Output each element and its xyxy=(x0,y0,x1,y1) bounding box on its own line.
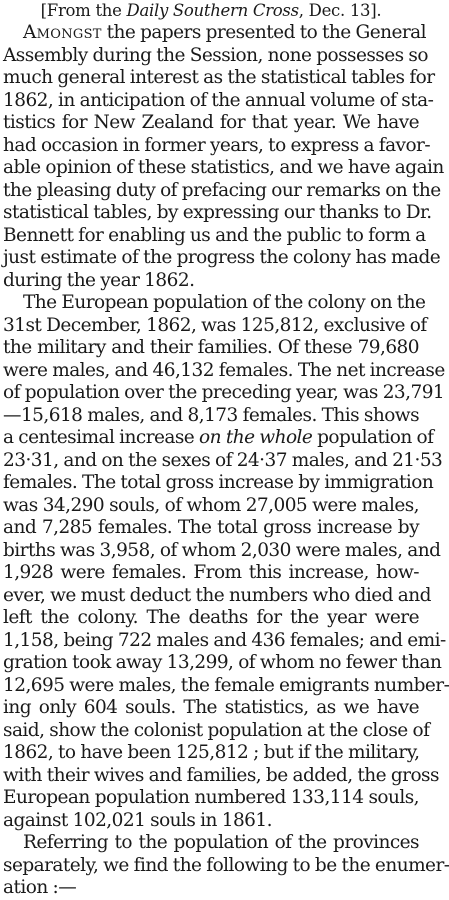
source-open: [From the xyxy=(40,1,127,20)
text-line: separately, we find the following to be the enumer- xyxy=(3,854,449,876)
text-run: population of xyxy=(312,427,434,448)
text-line: tistics for New Zealand for that year. We have xyxy=(3,112,419,133)
text-line xyxy=(3,427,434,450)
paragraph-1 xyxy=(3,22,444,292)
text-run: the papers presented to the General xyxy=(101,22,427,43)
text-line: were males, and 46,132 females. The net increase xyxy=(3,359,445,381)
lead-word: Amongst xyxy=(23,22,102,43)
text-line xyxy=(3,22,427,45)
text-line: statistical tables, by expressing our thanks to Dr. xyxy=(3,202,432,223)
text-line: females. The total gross increase by immigration xyxy=(3,472,434,493)
text-line: Bennett for enabling us and the public to form a xyxy=(3,224,426,246)
text-line: 1862, to have been 125,812 ; but if the military, xyxy=(3,742,420,763)
text-line: 23·31, and on the sexes of 24·37 males, and 21·53 xyxy=(3,449,443,471)
text-line: births was 3,958, of whom 2,030 were males, and xyxy=(3,539,441,561)
text-line: The European population of the colony on the xyxy=(23,292,426,313)
text-line: of population over the preceding year, was 23,791 xyxy=(3,382,445,403)
source-line xyxy=(3,0,419,22)
text-line: against 102,021 souls in 1861. xyxy=(3,809,272,831)
text-line: was 34,290 souls, of whom 27,005 were males, xyxy=(3,494,419,516)
text-line: 1,158, being 722 males and 436 females; and emi- xyxy=(3,629,446,651)
text-line: just estimate of the progress the colony has made xyxy=(3,247,441,268)
text-line: 1,928 were females. From this increase, how- xyxy=(3,562,419,583)
text-line: during the year 1862. xyxy=(3,269,195,291)
text-line: and 7,285 females. The total gross increase by xyxy=(3,517,419,538)
text-line: the military and their families. Of these 79,680 xyxy=(3,337,419,358)
paragraph-2 xyxy=(3,292,449,832)
text-line: —15,618 males, and 8,173 females. This shows xyxy=(3,404,420,426)
paragraph-3 xyxy=(3,832,449,900)
text-line: Assembly during the Session, none possesses so xyxy=(3,44,428,66)
text-line: with their wives and families, be added, the gross xyxy=(3,764,439,786)
text-line: much general interest as the statistical tables for xyxy=(3,67,435,88)
text-line: left the colony. The deaths for the year were xyxy=(3,607,419,628)
text-line: European population numbered 133,114 souls, xyxy=(3,787,419,808)
text-line: had occasion in former years, to express a favor- xyxy=(3,134,431,156)
text-line: gration took away 13,299, of whom no fewer than xyxy=(3,652,442,673)
text-line: ation :— xyxy=(3,877,77,898)
text-line: ever, we must deduct the numbers who died and xyxy=(3,584,431,606)
article-column xyxy=(3,0,449,900)
text-line: the pleasing duty of prefacing our remarks on the xyxy=(3,179,441,201)
source-close: , Dec. 13]. xyxy=(298,1,382,20)
emphasis-run: on the whole xyxy=(199,427,313,448)
text-line: 1862, in anticipation of the annual volume of sta- xyxy=(3,89,434,111)
text-line: Referring to the population of the provinces xyxy=(23,832,419,853)
source-publication: Daily Southern Cross xyxy=(126,1,299,20)
text-line: 12,695 were males, the female emigrants number- xyxy=(3,674,449,696)
text-line: 31st December, 1862, was 125,812, exclusive of xyxy=(3,314,427,336)
text-run: a centesimal increase xyxy=(3,427,200,448)
text-line: said, show the colonist population at the close of xyxy=(3,719,430,741)
text-line: ing only 604 souls. The statistics, as we have xyxy=(3,697,419,718)
text-line: able opinion of these statistics, and we have again xyxy=(3,157,444,178)
